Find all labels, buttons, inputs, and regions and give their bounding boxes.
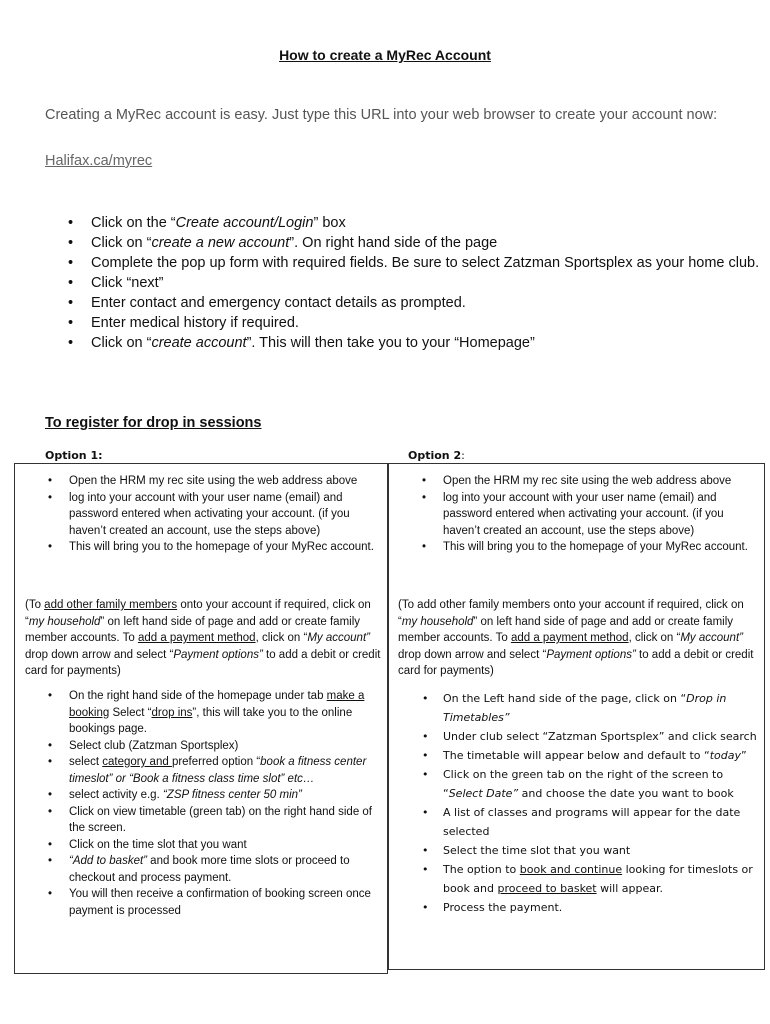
list-item: • You will then receive a confirmation of booking screen once payment is processed — [69, 886, 381, 919]
list-item: • select activity e.g. “ZSP fitness center 50 min” — [69, 787, 381, 804]
list-item: • Select club (Zatzman Sportsplex) — [69, 738, 381, 755]
list-item: • Enter medical history if required. — [91, 313, 770, 333]
intro-text: Creating a MyRec account is easy. Just type this URL into your web browser to create your account now: — [45, 107, 718, 123]
list-item: • Click on view timetable (green tab) on the right hand side of the screen. — [69, 804, 381, 837]
list-item: • The option to book and continue looking for timeslots or book and proceed to basket will appear. — [443, 860, 758, 898]
list-item: • Open the HRM my rec site using the web address above — [69, 473, 381, 490]
list-item: • Under club select “Zatzman Sportsplex” and click search — [443, 727, 758, 746]
myrec-link[interactable]: Halifax.ca/myrec — [45, 153, 153, 169]
list-item: • This will bring you to the homepage of your MyRec account. — [443, 539, 758, 556]
document-title: How to create a MyRec Account — [279, 47, 491, 63]
list-item: • On the Left hand side of the page, click on “Drop in Timetables” — [443, 689, 758, 727]
list-item: • Process the payment. — [443, 898, 758, 917]
list-item: • This will bring you to the homepage of your MyRec account. — [69, 539, 381, 556]
list-item: • Open the HRM my rec site using the web address above — [443, 473, 758, 490]
list-item: • Click on “create account”. This will then take you to your “Homepage” — [91, 333, 770, 353]
list-item: • select category and preferred option “book a fitness center timeslot” or “Book a fitness class time slot” etc… — [69, 754, 381, 787]
option1-label: Option 1: — [45, 449, 103, 462]
option2-family-note: (To add other family members onto your account if required, click on “my household” on left hand side of page and add or create family member accounts. To add a payment method, click on “My account” drop down arrow and select “Payment options” to add a debit or credit card for payments) — [398, 599, 754, 677]
list-item: • Click on the time slot that you want — [69, 837, 381, 854]
option2-label: Option 2: — [408, 449, 465, 462]
list-item: • Click on the “Create account/Login” box — [91, 213, 770, 233]
option2-steps — [400, 689, 758, 917]
option1-intro — [26, 473, 381, 556]
list-item: • Complete the pop up form with required fields. Be sure to select Zatzman Sportsplex as your home club. — [91, 253, 770, 273]
list-item: • log into your account with your user name (email) and password entered when activating your account. (if you haven’t created an account, use the steps above) — [443, 490, 758, 540]
option1-steps — [26, 688, 381, 919]
list-item: • Enter contact and emergency contact details as prompted. — [91, 293, 770, 313]
list-item: • “Add to basket” and book more time slots or proceed to checkout and process payment. — [69, 853, 381, 886]
list-item: • Click on the green tab on the right of the screen to “Select Date” and choose the date you want to book — [443, 765, 758, 803]
list-item: • A list of classes and programs will appear for the date selected — [443, 803, 758, 841]
list-item: • The timetable will appear below and default to “today” — [443, 746, 758, 765]
account-steps-list — [45, 213, 770, 353]
list-item: • Click on “create a new account”. On right hand side of the page — [91, 233, 770, 253]
drop-in-section-title: To register for drop in sessions — [45, 415, 262, 431]
list-item: • Click “next” — [91, 273, 770, 293]
list-item: • log into your account with your user name (email) and password entered when activating your account. (if you haven’t created an account, use the steps above) — [69, 490, 381, 540]
list-item: • Select the time slot that you want — [443, 841, 758, 860]
list-item: • On the right hand side of the homepage under tab make a booking Select “drop ins”, this will take you to the online bookings page. — [69, 688, 381, 738]
option2-intro — [400, 473, 758, 556]
option1-family-note: (To add other family members onto your account if required, click on “my household” on left hand side of page and add or create family member accounts. To add a payment method, click on “My account” drop down arrow and select “Payment options” to add a debit or credit card for payments) — [25, 599, 381, 677]
